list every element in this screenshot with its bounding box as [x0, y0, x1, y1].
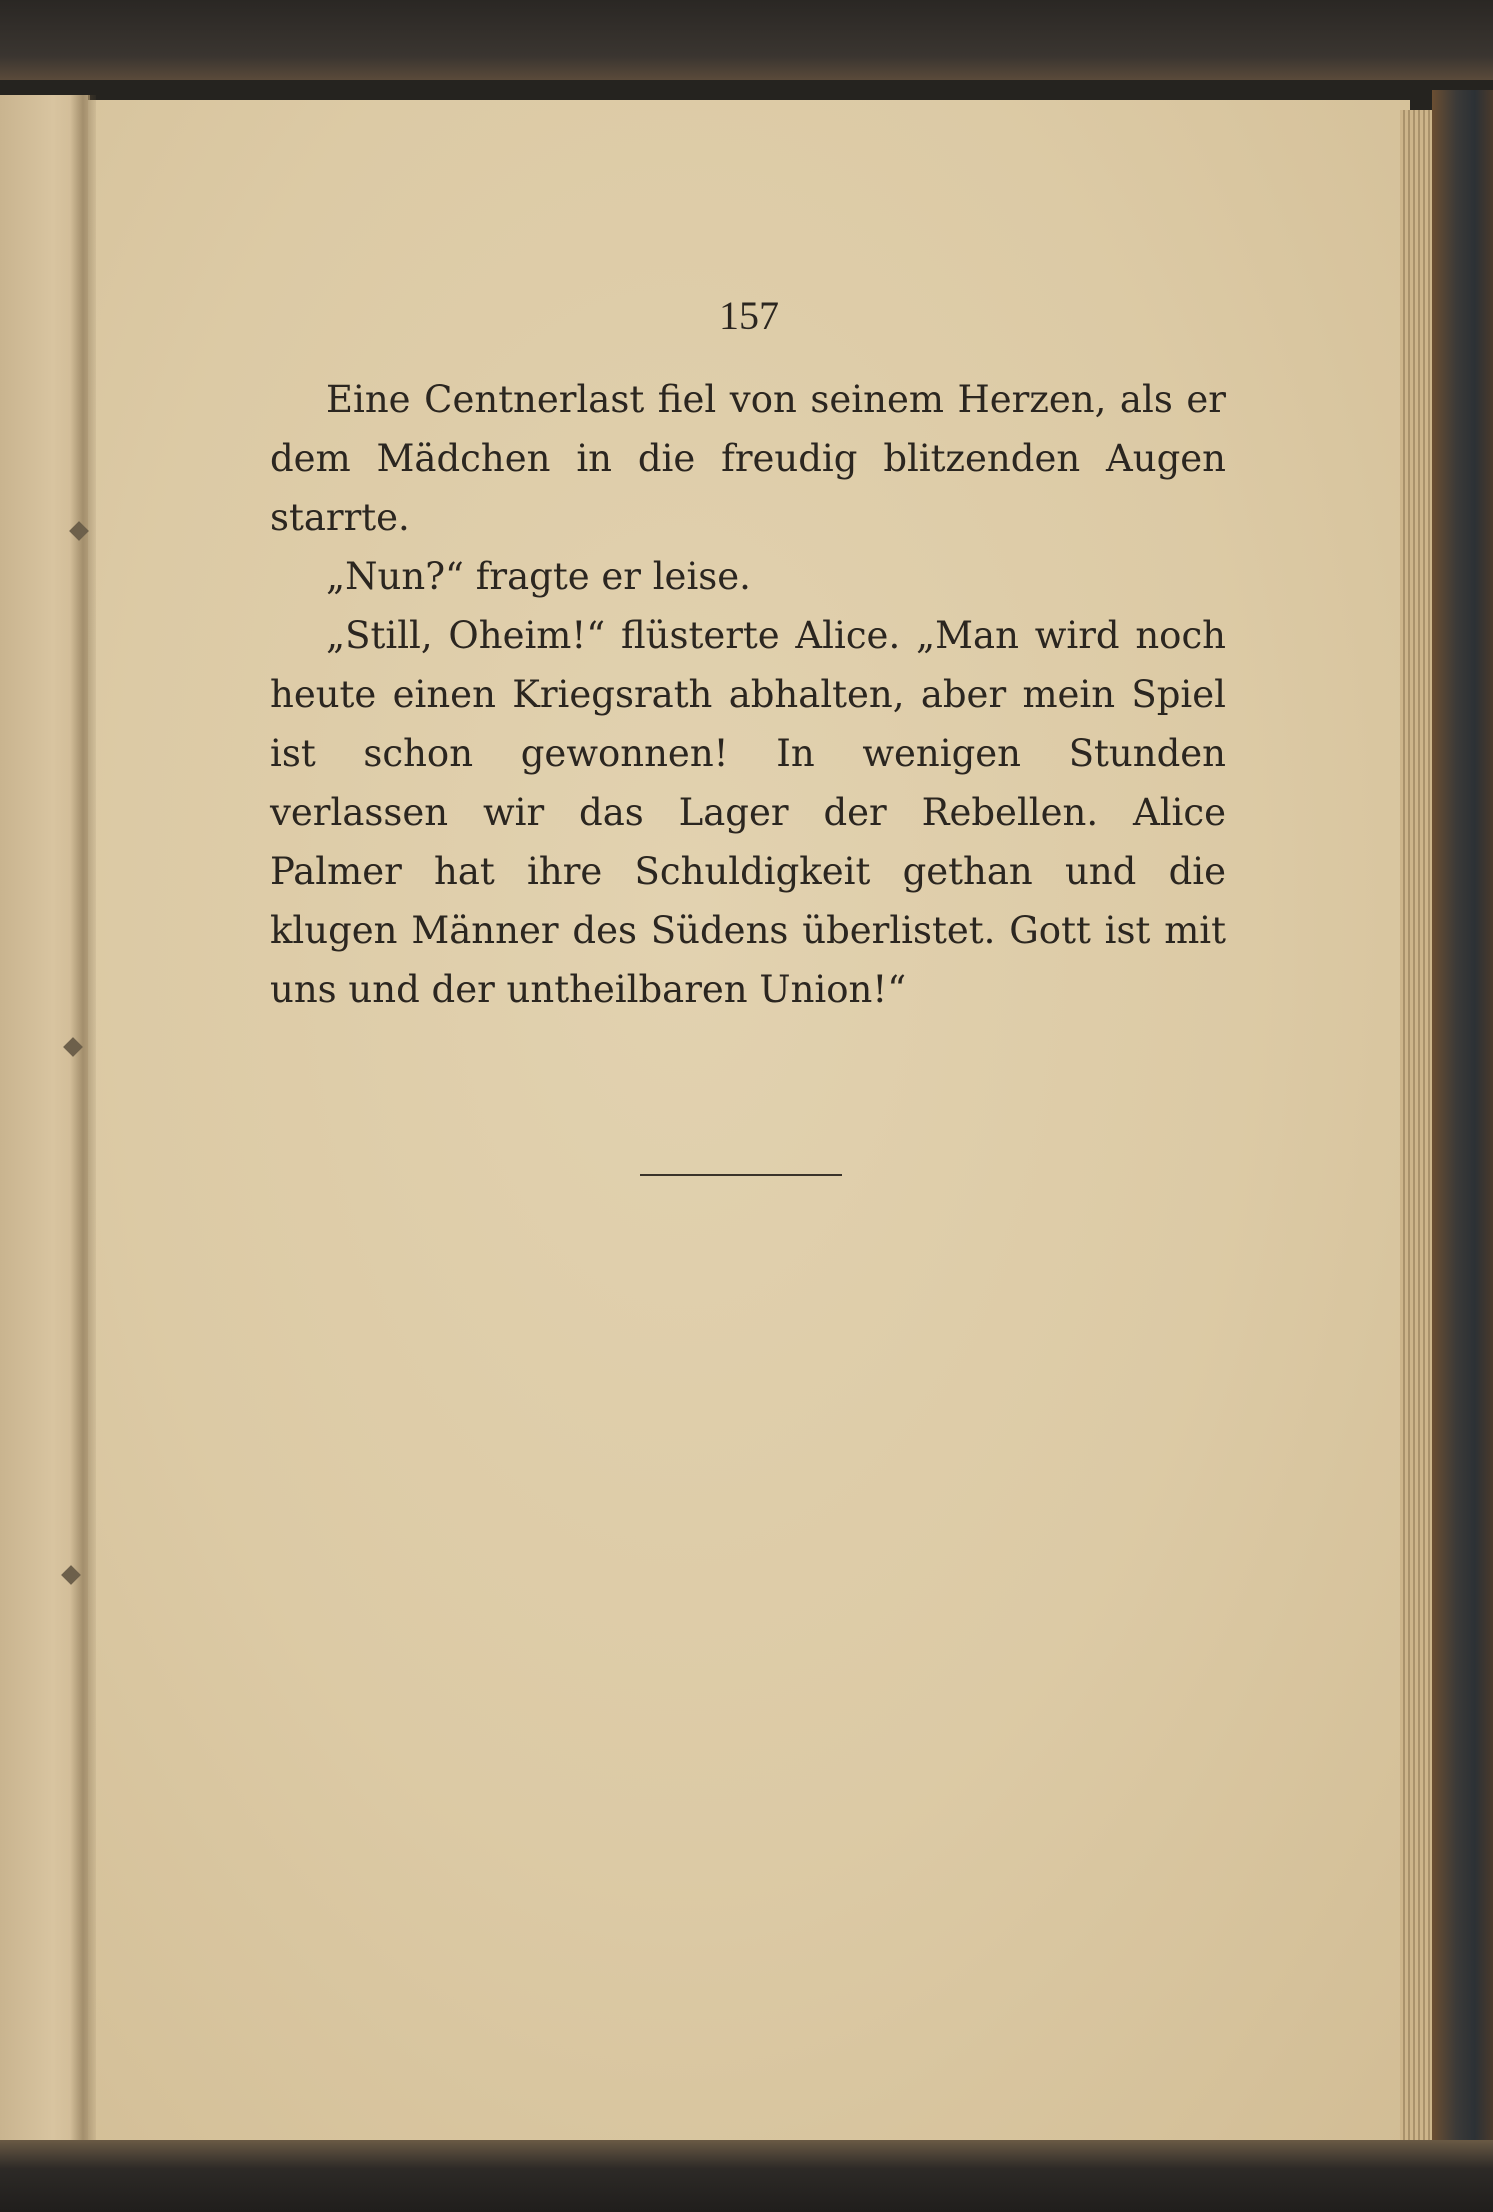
paragraph: „Nun?“ fragte er leise.	[326, 555, 751, 598]
body-text	[270, 370, 1226, 1019]
paragraph: „Still, Oheim!“ flüsterte Alice. „Man wird noch heute einen Kriegsrath abhalten, aber mein Spiel ist schon gewonnen! In wenigen Stunden verlassen wir das Lager der Rebellen. Alice Palmer hat ihre Schuldigkeit gethan und die klugen Männer des Südens überlistet. Gott ist mit uns und der untheilbaren Union!“	[270, 614, 1226, 1011]
book-cover-right	[1432, 90, 1493, 2170]
page-gutter	[70, 95, 96, 2145]
book-cover-top	[0, 0, 1493, 80]
page-number: 157	[719, 293, 779, 338]
chapter-end-rule	[640, 1174, 842, 1176]
book-cover-bottom	[0, 2140, 1493, 2212]
paragraph: Eine Centnerlast fiel von seinem Herzen, als er dem Mädchen in die freudig blitzenden Augen starrte.	[270, 378, 1226, 539]
